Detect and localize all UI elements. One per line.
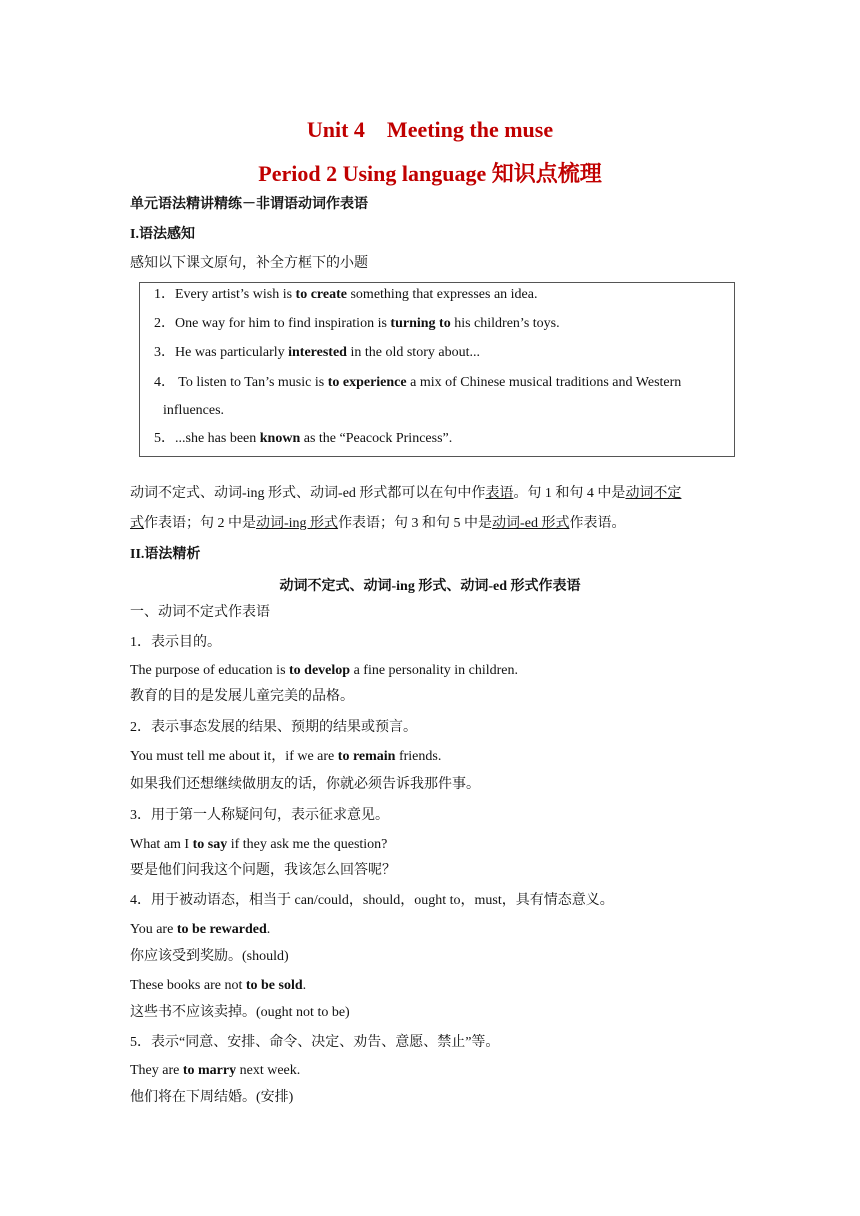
summary-answer: 表语 bbox=[485, 486, 514, 501]
box-sentence-5 bbox=[154, 429, 452, 449]
box-sentence-3 bbox=[154, 343, 480, 363]
example-text: They are bbox=[130, 1063, 183, 1078]
box-sentence-4 bbox=[154, 373, 681, 393]
sentence-box bbox=[139, 282, 735, 457]
sentence-text: One way for him to find inspiration is bbox=[175, 316, 391, 331]
rule-1: 1．表示目的。 bbox=[130, 635, 221, 650]
sentence-keyword: interested bbox=[288, 345, 347, 360]
translation-4: 你应该受到奖励。(should) bbox=[130, 949, 289, 964]
unit-title: Unit 4 Meeting the muse bbox=[306, 117, 554, 142]
section-heading: 单元语法精讲精练－非谓语动词作表语 bbox=[130, 197, 368, 212]
translation-6: 他们将在下周结婚。(安排) bbox=[130, 1090, 294, 1105]
sentence-text: his children’s toys. bbox=[450, 316, 560, 331]
example-text: . bbox=[266, 922, 271, 937]
summary-answer: 式 bbox=[130, 516, 144, 531]
sentence-number: 3． bbox=[154, 345, 175, 360]
sentence-text: something that expresses an idea. bbox=[346, 287, 538, 302]
part2-heading: II.语法精析 bbox=[130, 547, 201, 562]
box-sentence-2 bbox=[154, 314, 560, 334]
translation-5: 这些书不应该卖掉。(ought not to be) bbox=[130, 1005, 350, 1020]
sentence-text: as the “Peacock Princess”. bbox=[300, 431, 453, 446]
example-text: friends. bbox=[395, 749, 442, 764]
translation-3: 要是他们问我这个问题，我该怎么回答呢？ bbox=[130, 863, 396, 878]
summary-text: 作表语；句 3 和句 5 中是 bbox=[338, 516, 493, 531]
box-sentence-1 bbox=[154, 285, 538, 305]
rule-5: 5．表示“同意、安排、命令、决定、劝告、意愿、禁止”等。 bbox=[130, 1035, 500, 1050]
example-keyword: to be rewarded bbox=[176, 922, 267, 937]
summary-text: 动词不定式、动词-ing 形式、动词-ed 形式都可以在句中作 bbox=[130, 486, 486, 501]
example-text: You must tell me about it，if we are bbox=[130, 749, 338, 764]
summary-answer: 动词-ing 形式 bbox=[256, 516, 339, 531]
example-keyword: to remain bbox=[337, 749, 396, 764]
sentence-number: 5． bbox=[154, 431, 175, 446]
summary-line-1 bbox=[130, 484, 681, 504]
sentence-text: He was particularly bbox=[175, 345, 289, 360]
summary-text: 。句 1 和句 4 中是 bbox=[513, 486, 626, 501]
sentence-text: a mix of Chinese musical traditions and Western bbox=[406, 375, 682, 390]
example-6 bbox=[130, 1061, 300, 1081]
summary-text: 作表语；句 2 中是 bbox=[144, 516, 256, 531]
translation-2: 如果我们还想继续做朋友的话，你就必须告诉我那件事。 bbox=[130, 777, 480, 792]
example-1 bbox=[130, 661, 518, 681]
sentence-number: 1． bbox=[154, 287, 175, 302]
sentence-text: Every artist’s wish is bbox=[175, 287, 296, 302]
sentence-number: 2． bbox=[154, 316, 175, 331]
example-keyword: to be sold bbox=[245, 978, 303, 993]
example-text: a fine personality in children. bbox=[350, 663, 519, 678]
sentence-keyword: turning to bbox=[390, 316, 451, 331]
sentence-number: 4． bbox=[154, 375, 175, 390]
sentence-text: To listen to Tan’s music is bbox=[175, 375, 328, 390]
example-3 bbox=[130, 835, 387, 855]
period-title: Period 2 Using language 知识点梳理 bbox=[258, 161, 602, 186]
part1-instruction: 感知以下课文原句，补全方框下的小题 bbox=[130, 256, 368, 271]
rule-3: 3．用于第一人称疑问句，表示征求意见。 bbox=[130, 808, 389, 823]
example-text: You are bbox=[130, 922, 177, 937]
example-text: What am I bbox=[130, 837, 193, 852]
rule-2: 2．表示事态发展的结果、预期的结果或预言。 bbox=[130, 720, 417, 735]
example-keyword: to develop bbox=[289, 663, 351, 678]
example-4 bbox=[130, 920, 270, 940]
example-keyword: to say bbox=[192, 837, 228, 852]
sentence-text: in the old story about... bbox=[346, 345, 480, 360]
example-text: These books are not bbox=[130, 978, 246, 993]
sentence-keyword: known bbox=[259, 431, 301, 446]
summary-answer: 动词不定 bbox=[625, 486, 682, 501]
translation-1: 教育的目的是发展儿童完美的品格。 bbox=[130, 689, 354, 704]
summary-text: 作表语。 bbox=[569, 516, 626, 531]
sentence-text: ...she has been bbox=[175, 431, 260, 446]
part2-center-title: 动词不定式、动词-ing 形式、动词-ed 形式作表语 bbox=[279, 579, 581, 594]
example-text: next week. bbox=[236, 1063, 301, 1078]
box-sentence-4-cont: influences. bbox=[163, 403, 225, 418]
example-5 bbox=[130, 976, 306, 996]
sentence-keyword: to experience bbox=[327, 375, 407, 390]
example-keyword: to marry bbox=[182, 1063, 237, 1078]
rule-4: 4．用于被动语态，相当于 can/could，should，ought to，must，具有情态意义。 bbox=[130, 893, 614, 908]
part1-heading: I.语法感知 bbox=[130, 227, 195, 242]
example-2 bbox=[130, 747, 441, 767]
example-text: The purpose of education is bbox=[130, 663, 290, 678]
subsection-heading: 一、动词不定式作表语 bbox=[130, 605, 270, 620]
sentence-keyword: to create bbox=[295, 287, 347, 302]
summary-line-2 bbox=[130, 514, 625, 534]
example-text: . bbox=[302, 978, 307, 993]
example-text: if they ask me the question? bbox=[227, 837, 388, 852]
summary-answer: 动词-ed 形式 bbox=[492, 516, 570, 531]
